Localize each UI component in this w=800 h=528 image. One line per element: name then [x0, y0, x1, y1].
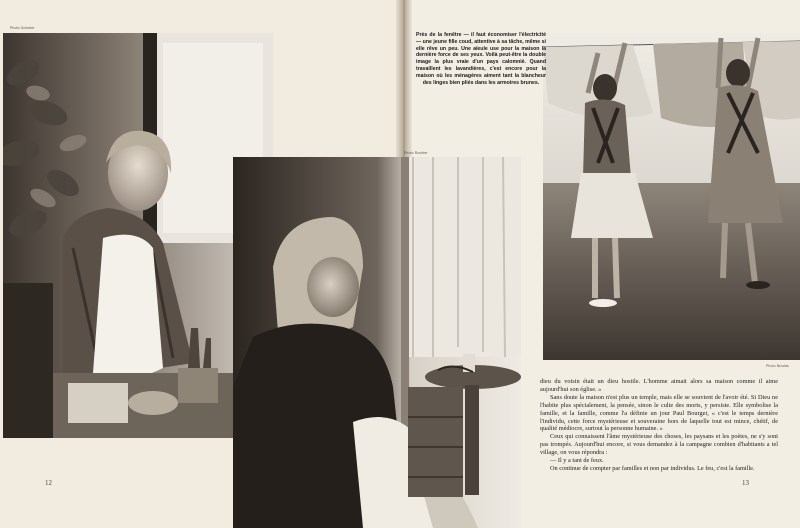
body-paragraph: — Il y a tant de feux. [550, 457, 604, 465]
right-page-number: 13 [742, 479, 749, 487]
photo-grandmother-sewing [233, 157, 521, 528]
body-paragraph: dieu du voisin était un dieu hostile. L'homme aimait alors sa maison comme il aime aujourd'hui son église. » [540, 378, 778, 393]
body-paragraph: Sans doute la maison n'est plus un temple, mais elle se souvient de l'avoir été. Si Dieu ne l'habite plus spécialement, la pensée, sinon le culte des morts, y persiste. Elle symbolise la famille, et la famille, comme l'a définie un jour Paul Bourget, « c'est le temps dernière l'individu, cette force mystérieuse et souveraine hors de laquelle tout est mince, chétif, de qualité médiocre, surtout la personne humaine. » [540, 393, 778, 433]
photo-laundry-image [543, 33, 800, 360]
photo-credit-nicolas: Photo Nicolas [766, 364, 789, 368]
body-paragraph: Ceux qui connaissent l'âme mystérieuse des choses, les paysans et les poètes, ne s'y sont pas trompés. Aujourd'hui encore, si vous demandez à la campagne combien d'habitants a tel village, on vous répondra : [540, 433, 778, 457]
photo-credit-rochter: Photo Rochter [404, 151, 428, 155]
article-body [540, 378, 778, 473]
photo-grandmother-image [233, 157, 521, 528]
body-paragraph: On continue de compter par familles et non par individus. Le feu, c'est la famille. [550, 464, 755, 472]
left-page-number: 12 [45, 479, 52, 487]
photo-caption: Près de la fenêtre — il faut économiser l'électricité — une jeune fille coud, attentive à sa tâche, même si elle rêve un peu. Une aïeule use pour la maison la dernière force de ses yeux. Voilà peut-être la double image la plus vraie d'un pays calomnié. Quand travaillent les lavandières, c'est encore pour la maison où les ménagères aiment tant la blancheur des linges bien pliés dans les armoires brunes. [416, 32, 546, 86]
photo-credit-schreier: Photo Schreier [10, 26, 35, 30]
photo-laundry-women [543, 33, 800, 360]
